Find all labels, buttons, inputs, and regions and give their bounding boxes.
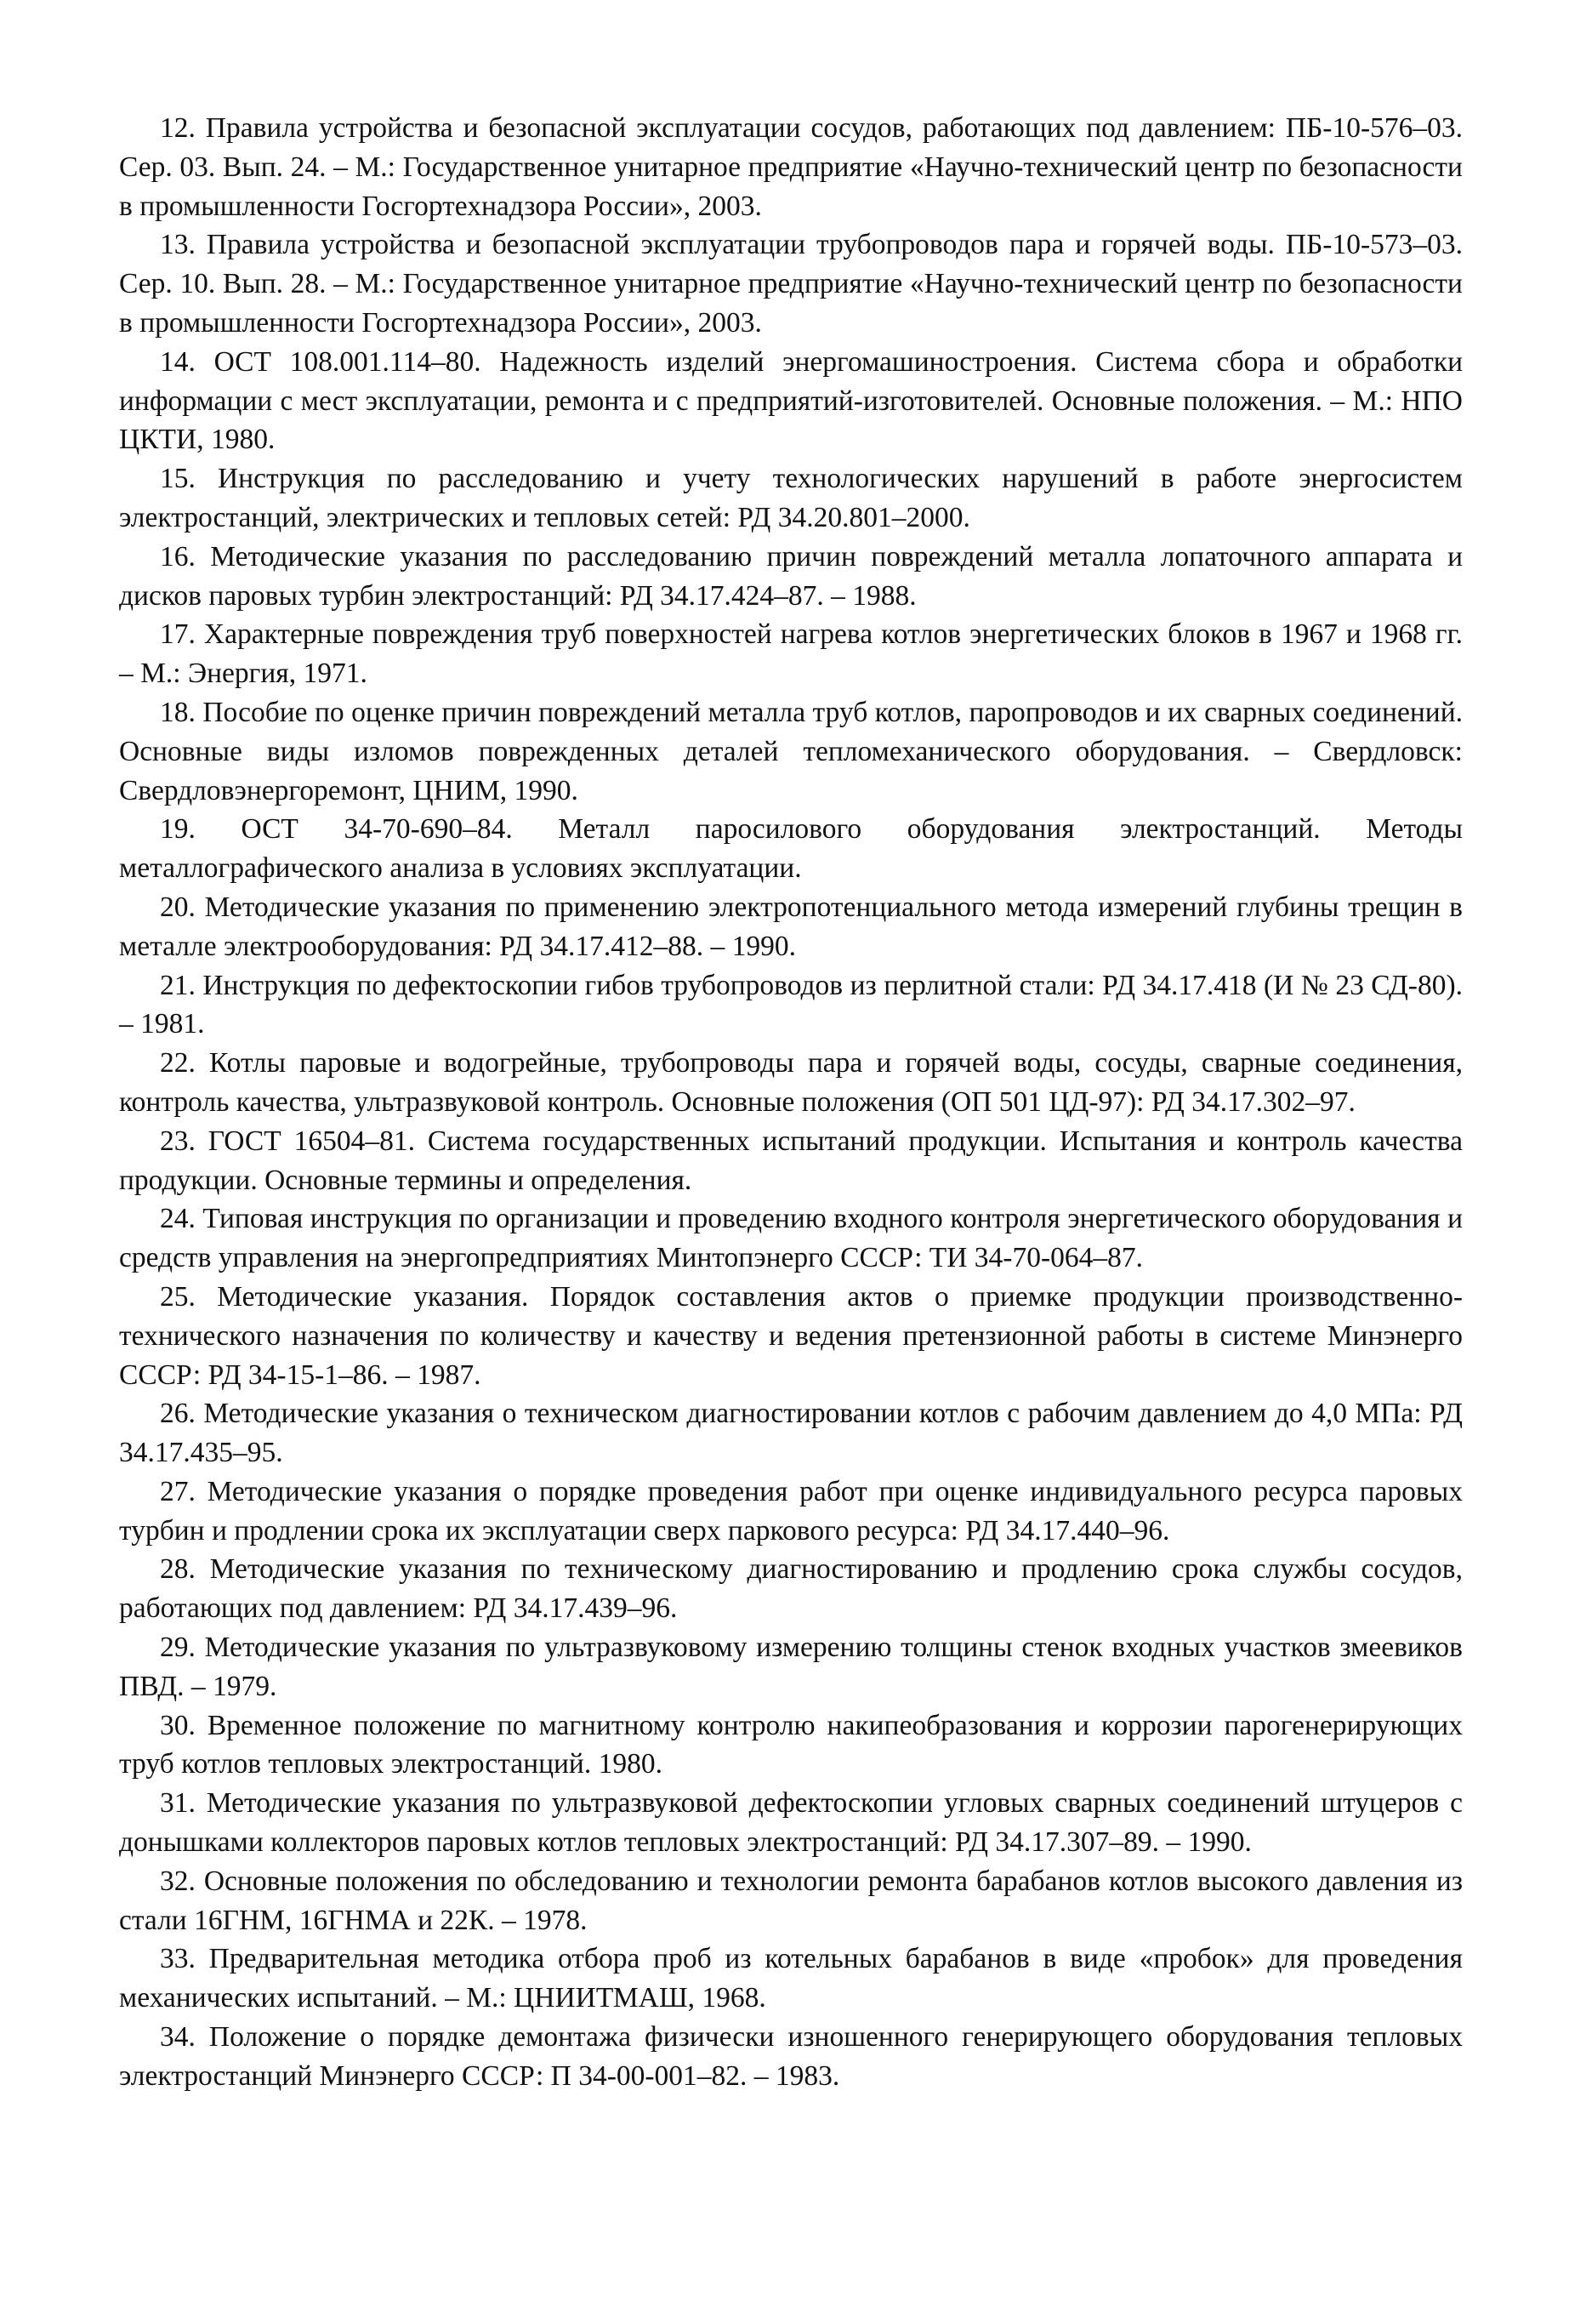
reference-item-29: 29. Методические указания по ультразвуковому измерению толщины стенок входных участков змеевиков ПВД. – 1979. xyxy=(119,1632,1463,1702)
reference-item-34: 34. Положение о порядке демонтажа физически изношенного генерирующего оборудования тепловых электростанций Минэнерго СССР: П 34-00-001–82. – 1983. xyxy=(119,2021,1463,2092)
reference-item-18: 18. Пособие по оценке причин повреждений металла труб котлов, паропроводов и их сварных соединений. Основные виды изломов поврежденных деталей тепломеханического оборудования. – Свердловск: Свердловэнергоремонт, ЦНИМ, 1990. xyxy=(119,696,1463,806)
reference-item-30: 30. Временное положение по магнитному контролю накипеобразования и коррозии парогенерирующих труб котлов тепловых электростанций. 1980. xyxy=(119,1709,1463,1780)
reference-item-20: 20. Методические указания по применению электропотенциального метода измерений глубины трещин в металле электрооборудования: РД 34.17.412–88. – 1990. xyxy=(119,891,1463,962)
reference-item-27: 27. Методические указания о порядке проведения работ при оценке индивидуального ресурса паровых турбин и продлении срока их эксплуатации сверх паркового ресурса: РД 34.17.440–96. xyxy=(119,1475,1463,1546)
reference-item-22: 22. Котлы паровые и водогрейные, трубопроводы пара и горячей воды, сосуды, сварные соединения, контроль качества, ультразвуковой контроль. Основные положения (ОП 501 ЦД-97): РД 34.17.302–97. xyxy=(119,1047,1463,1118)
reference-item-13: 13. Правила устройства и безопасной эксплуатации трубопроводов пара и горячей воды. ПБ-10-573–03. Сер. 10. Вып. 28. – М.: Государственное унитарное предприятие «Научно-технический центр по безопасности в промышленности Госгортехнадзора России», 2003. xyxy=(119,229,1463,339)
reference-item-14: 14. ОСТ 108.001.114–80. Надежность изделий энергомашиностроения. Система сбора и обработки информации с мест эксплуатации, ремонта и с предприятий-изготовителей. Основные положения. – М.: НПО ЦКТИ, 1980. xyxy=(119,345,1463,456)
reference-item-33: 33. Предварительная методика отбора проб из котельных барабанов в виде «пробок» для проведения механических испытаний. – М.: ЦНИИТМАШ, 1968. xyxy=(119,1943,1463,2014)
reference-item-15: 15. Инструкция по расследованию и учету технологических нарушений в работе энергосистем электростанций, электрических и тепловых сетей: РД 34.20.801–2000. xyxy=(119,463,1463,533)
reference-item-31: 31. Методические указания по ультразвуковой дефектоскопии угловых сварных соединений штуцеров с донышками коллекторов паровых котлов тепловых электростанций: РД 34.17.307–89. – 1990. xyxy=(119,1787,1463,1859)
reference-item-12: 12. Правила устройства и безопасной эксплуатации сосудов, работающих под давлением: ПБ-10-576–03. Сер. 03. Вып. 24. – М.: Государственное унитарное предприятие «Научно-технический центр по безопасности в промышленности Госгортехнадзора России», 2003. xyxy=(119,112,1463,222)
reference-item-17: 17. Характерные повреждения труб поверхностей нагрева котлов энергетических блоков в 1967 и 1968 гг. – М.: Энергия, 1971. xyxy=(119,618,1463,690)
reference-item-23: 23. ГОСТ 16504–81. Система государственных испытаний продукции. Испытания и контроль качества продукции. Основные термины и определения. xyxy=(119,1125,1463,1196)
reference-item-25: 25. Методические указания. Порядок составления актов о приемке продукции производственно-технического назначения по количеству и качеству и ведения претензионной работы в системе Минэнерго СССР: РД 34-15-1–86. – 1987. xyxy=(119,1280,1463,1391)
reference-item-21: 21. Инструкция по дефектоскопии гибов трубопроводов из перлитной стали: РД 34.17.418 (И № 23 СД-80). – 1981. xyxy=(119,969,1463,1040)
reference-item-32: 32. Основные положения по обследованию и технологии ремонта барабанов котлов высокого давления из стали 16ГНМ, 16ГНМА и 22К. – 1978. xyxy=(119,1865,1463,1936)
reference-item-19: 19. ОСТ 34-70-690–84. Металл паросилового оборудования электростанций. Методы металлографического анализа в условиях эксплуатации. xyxy=(119,813,1463,885)
reference-item-28: 28. Методические указания по техническому диагностированию и продлению срока службы сосудов, работающих под давлением: РД 34.17.439–96. xyxy=(119,1553,1463,1625)
reference-item-26: 26. Методические указания о техническом диагностировании котлов с рабочим давлением до 4,0 МПа: РД 34.17.435–95. xyxy=(119,1398,1463,1469)
reference-item-16: 16. Методические указания по расследованию причин повреждений металла лопаточного аппарата и дисков паровых турбин электростанций: РД 34.17.424–87. – 1988. xyxy=(119,540,1463,612)
reference-list xyxy=(119,109,1463,2096)
reference-item-24: 24. Типовая инструкция по организации и проведению входного контроля энергетического оборудования и средств управления на энергопредприятиях Минтопэнерго СССР: ТИ 34-70-064–87. xyxy=(119,1203,1463,1274)
